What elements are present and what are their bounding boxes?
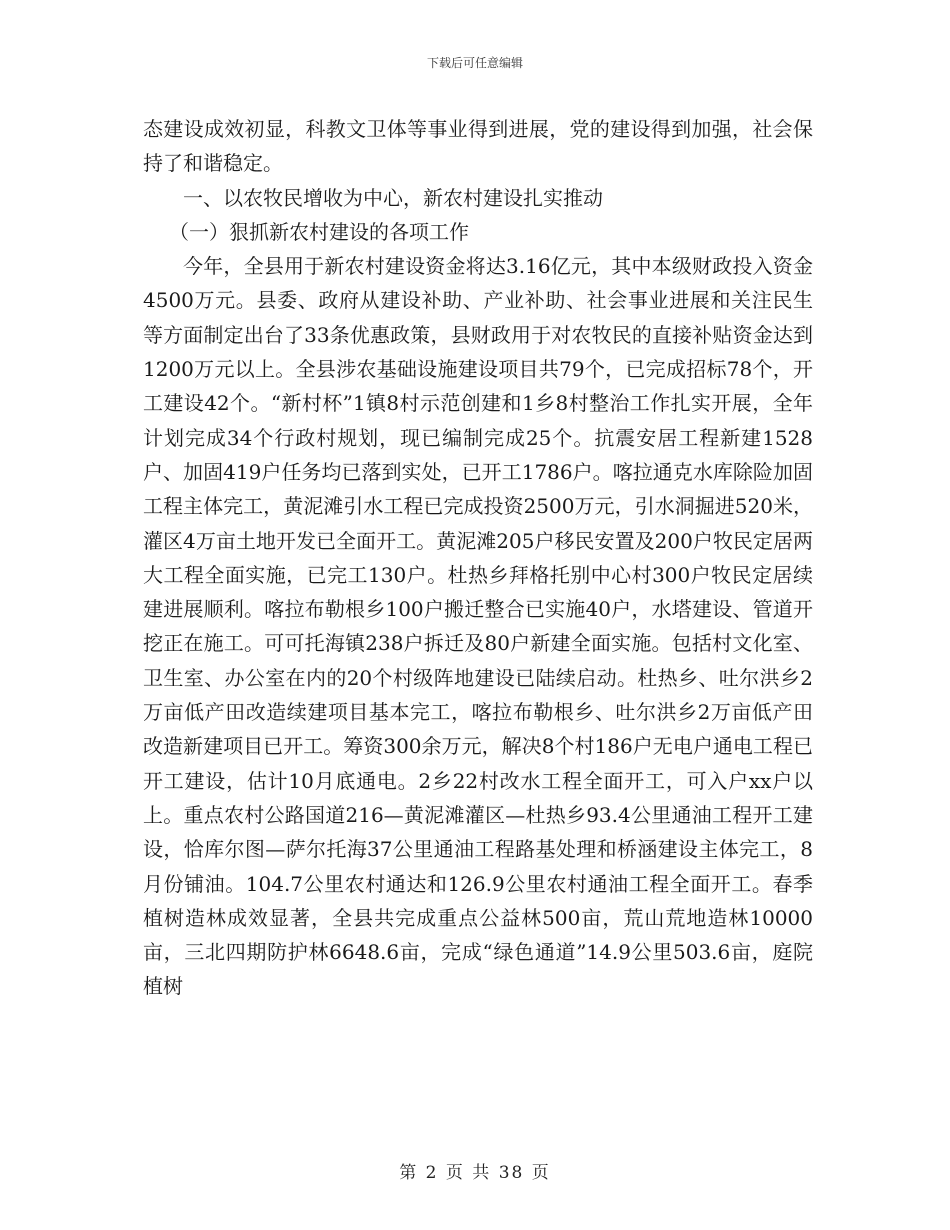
- paragraph-main: 今年，全县用于新农村建设资金将达3.16亿元，其中本级财政投入资金4500万元。县委、政府从建设补助、产业补助、社会事业进展和关注民生等方面制定出台了33条优惠政策，县财政用于对农牧民的直接补贴资金达到1200万元以上。全县涉农基础设施建设项目共79个，已完成招标78个，开工建设42个。“新村杯”1镇8村示范创建和1乡8村整治工作扎实开展，全年计划完成34个行政村规划，现已编制完成25个。抗震安居工程新建1528户、加固419户任务均已落到实处，已开工1786户。喀拉通克水库除险加固工程主体完工，黄泥滩引水工程已完成投资2500万元，引水洞掘进520米，灌区4万亩土地开发已全面开工。黄泥滩205户移民安置及200户牧民定居两大工程全面实施，已完工130户。杜热乡拜格托别中心村300户牧民定居续建进展顺利。喀拉布勒根乡100户搬迁整合已实施40户，水塔建设、管道开挖正在施工。可可托海镇238户拆迁及80户新建全面实施。包括村文化室、卫生室、办公室在内的20个村级阵地建设已陆续启动。杜热乡、吐尔洪乡2万亩低产田改造续建项目基本完工，喀拉布勒根乡、吐尔洪乡2万亩低产田改造新建项目已开工。筹资300余万元，解决8个村186户无电户通电工程已开工建设，估计10月底通电。2乡22村改水工程全面开工，可入户xx户以上。重点农村公路国道216—黄泥滩灌区—杜热乡93.4公里通油工程开工建设，恰库尔图—萨尔托海37公里通油工程路基处理和桥涵建设主体完工，8月份铺油。104.7公里农村通达和126.9公里农村通油工程全面开工。春季植树造林成效显著，全县共完成重点公益林500亩，荒山荒地造林10000亩，三北四期防护林6648.6亩，完成“绿色通道”14.9公里503.6亩，庭院植树: [143, 254, 813, 999]
- paragraph-continuation: 态建设成效初显，科教文卫体等事业得到进展，党的建设得到加强，社会保持了和谐稳定。: [143, 117, 813, 176]
- subsection-heading: （一）狠抓新农村建设的各项工作: [169, 219, 469, 244]
- page-header-note: 下载后可任意编辑: [426, 56, 523, 70]
- document-body: [143, 112, 813, 1004]
- section-heading: 一、以农牧民增收为中心，新农村建设扎实推动: [183, 185, 603, 210]
- page-number-footer: 第 2 页 共 38 页: [399, 1163, 551, 1183]
